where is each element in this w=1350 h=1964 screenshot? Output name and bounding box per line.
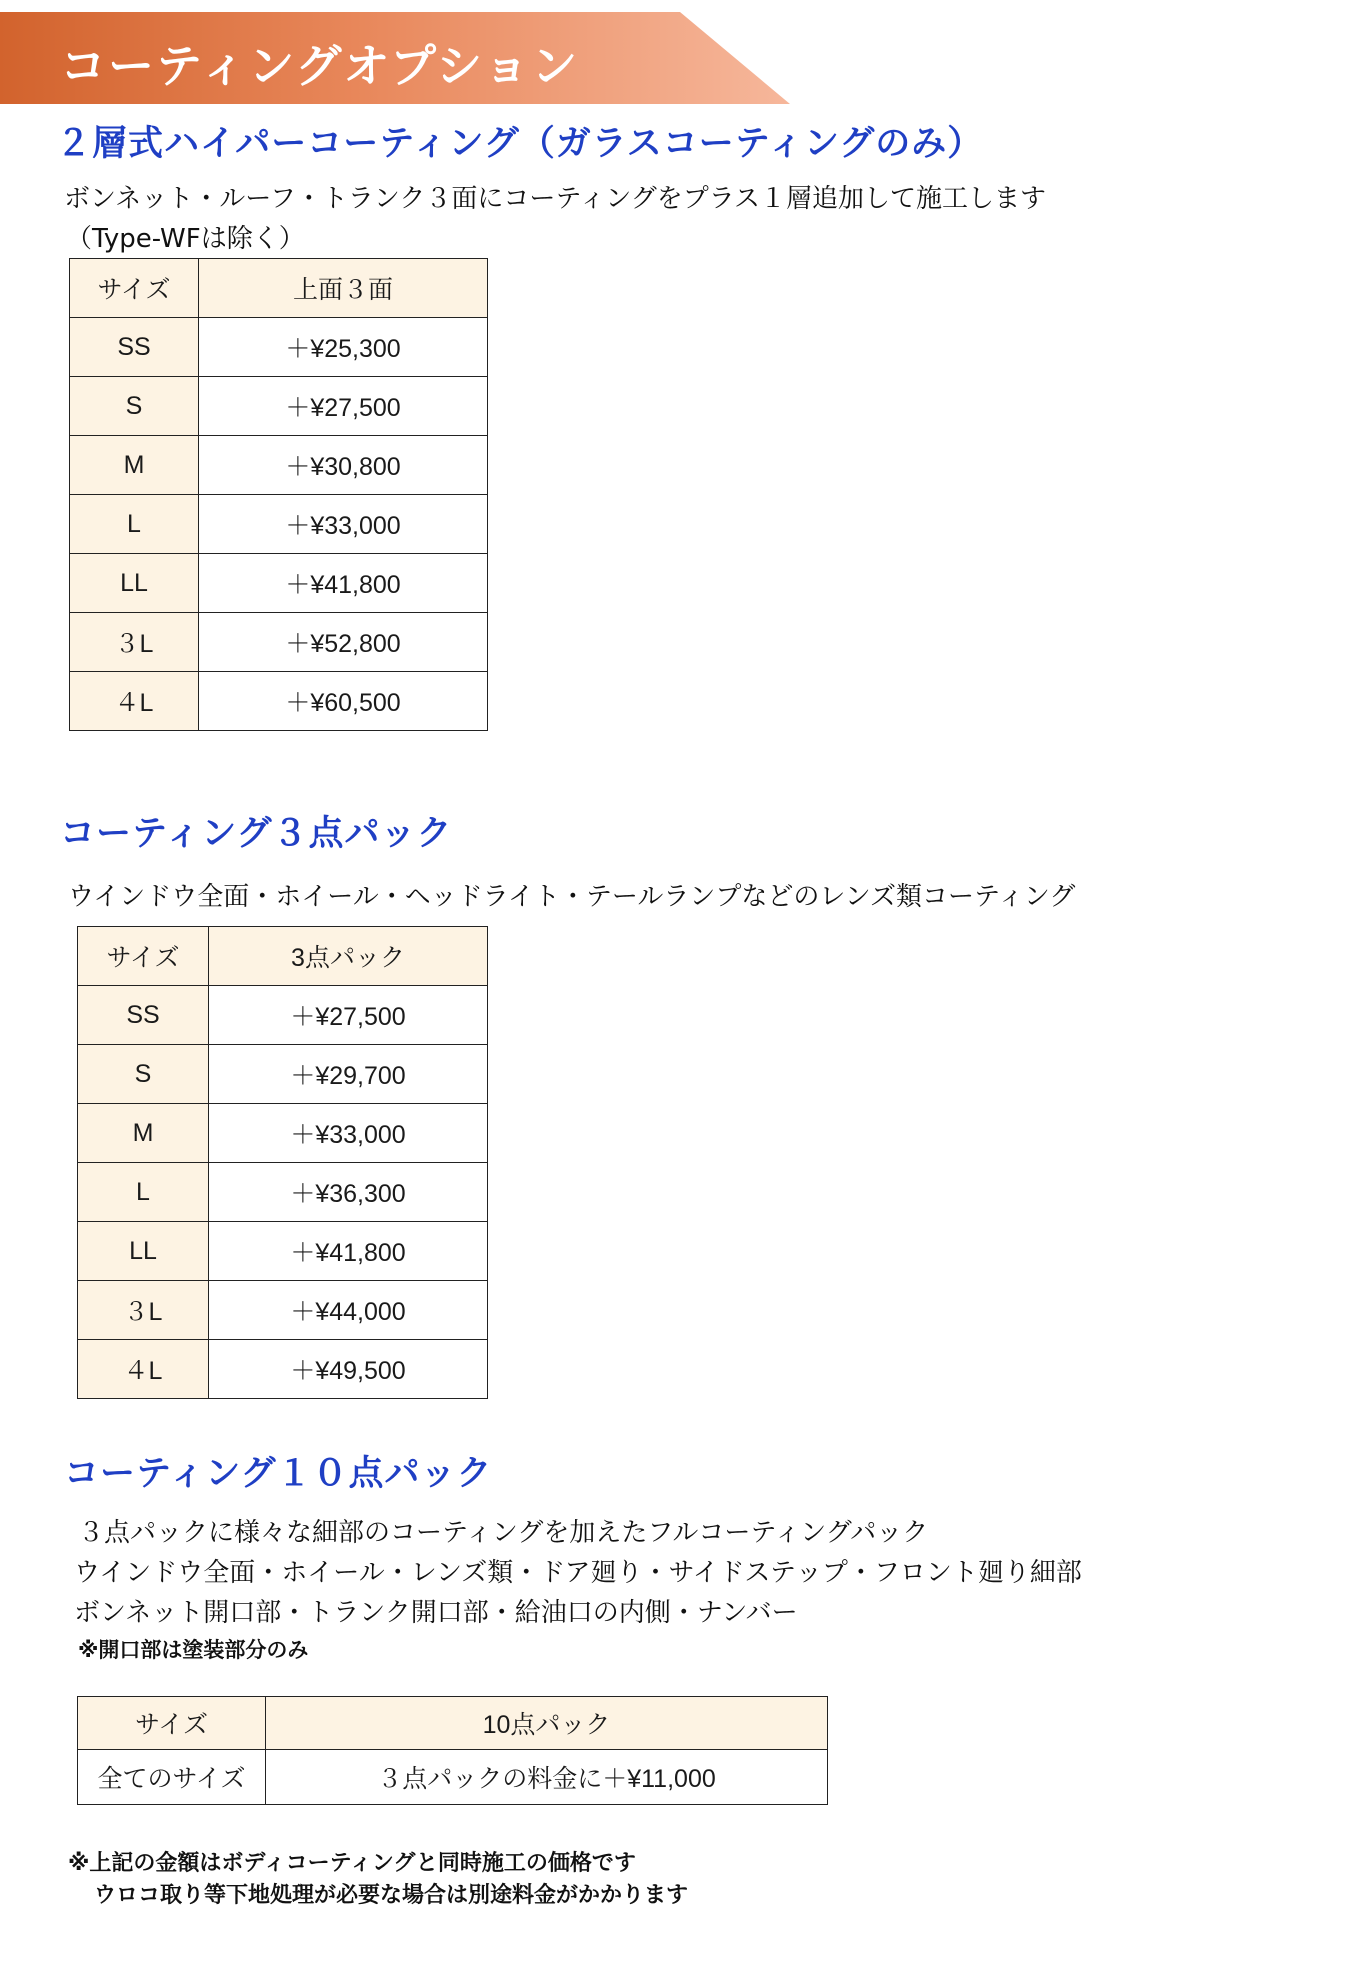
price-cell: ＋¥30,800 — [199, 436, 488, 495]
table-header-row — [78, 927, 488, 986]
size-cell: S — [70, 377, 199, 436]
header-size: サイズ — [78, 927, 209, 986]
table-row — [78, 1163, 488, 1222]
section3-included-items: ウインドウ全面・ホイール・レンズ類・ドア廻り・サイドステップ・フロント廻り細部 — [74, 1558, 1082, 1588]
table-row — [70, 318, 488, 377]
section1-exclusion-note: （Type-WFは除く） — [66, 224, 305, 254]
size-cell: M — [70, 436, 199, 495]
price-cell: ＋¥36,300 — [209, 1163, 488, 1222]
footer-note-line1: ※上記の金額はボディコーティングと同時施工の価格です — [68, 1851, 636, 1876]
size-cell: LL — [78, 1222, 209, 1281]
section2-heading: コーティング３点パック — [60, 814, 453, 854]
price-cell: ＋¥27,500 — [199, 377, 488, 436]
section1-heading: ２層式ハイパーコーティング（ガラスコーティングのみ） — [56, 124, 984, 164]
header-size: サイズ — [70, 259, 199, 318]
header-size: サイズ — [78, 1697, 266, 1750]
price-cell: ＋¥25,300 — [199, 318, 488, 377]
page-title: コーティングオプション — [60, 39, 580, 93]
table-row — [78, 1281, 488, 1340]
table-row — [70, 495, 488, 554]
table-row — [78, 1222, 488, 1281]
header-price: 10点パック — [266, 1697, 828, 1750]
table-row — [70, 672, 488, 731]
size-cell: SS — [78, 986, 209, 1045]
price-cell: ＋¥33,000 — [209, 1104, 488, 1163]
size-cell: LL — [70, 554, 199, 613]
table-header-row — [78, 1697, 828, 1750]
table-row — [70, 436, 488, 495]
size-cell: ４L — [70, 672, 199, 731]
size-cell: L — [70, 495, 199, 554]
section1-price-table — [69, 258, 488, 731]
table-header-row — [70, 259, 488, 318]
size-cell: ３L — [78, 1281, 209, 1340]
price-cell: ＋¥27,500 — [209, 986, 488, 1045]
table-row — [78, 1340, 488, 1399]
header-price: 上面３面 — [199, 259, 488, 318]
table-row — [78, 1750, 828, 1805]
table-row — [70, 554, 488, 613]
price-cell: ＋¥44,000 — [209, 1281, 488, 1340]
section3-price-table — [77, 1696, 828, 1805]
size-cell: S — [78, 1045, 209, 1104]
size-cell: ３L — [70, 613, 199, 672]
table-row — [70, 613, 488, 672]
section2-description: ウインドウ全面・ホイール・ヘッドライト・テールランプなどのレンズ類コーティング — [68, 882, 1076, 912]
price-cell: ＋¥41,800 — [209, 1222, 488, 1281]
size-cell: SS — [70, 318, 199, 377]
table-row — [70, 377, 488, 436]
header-price: 3点パック — [209, 927, 488, 986]
section3-heading: コーティング１０点パック — [64, 1454, 493, 1494]
size-cell: L — [78, 1163, 209, 1222]
size-cell: 全てのサイズ — [78, 1750, 266, 1805]
section3-included-items-cont: ボンネット開口部・トランク開口部・給油口の内側・ナンバー — [74, 1598, 798, 1628]
price-cell: ＋¥41,800 — [199, 554, 488, 613]
section1-description: ボンネット・ルーフ・トランク３面にコーティングをプラス１層追加して施工します — [64, 184, 1047, 214]
price-cell: ＋¥33,000 — [199, 495, 488, 554]
section3-note: ※開口部は塗装部分のみ — [78, 1638, 309, 1662]
footer-note-line2: ウロコ取り等下地処理が必要な場合は別途料金がかかります — [94, 1883, 689, 1908]
table-row — [78, 986, 488, 1045]
section3-description: ３点パックに様々な細部のコーティングを加えたフルコーティングパック — [78, 1518, 929, 1548]
table-row — [78, 1045, 488, 1104]
price-cell: ３点パックの料金に＋¥11,000 — [266, 1750, 828, 1805]
price-cell: ＋¥60,500 — [199, 672, 488, 731]
price-cell: ＋¥52,800 — [199, 613, 488, 672]
price-cell: ＋¥49,500 — [209, 1340, 488, 1399]
section2-price-table — [77, 926, 488, 1399]
size-cell: M — [78, 1104, 209, 1163]
price-cell: ＋¥29,700 — [209, 1045, 488, 1104]
size-cell: ４L — [78, 1340, 209, 1399]
table-row — [78, 1104, 488, 1163]
